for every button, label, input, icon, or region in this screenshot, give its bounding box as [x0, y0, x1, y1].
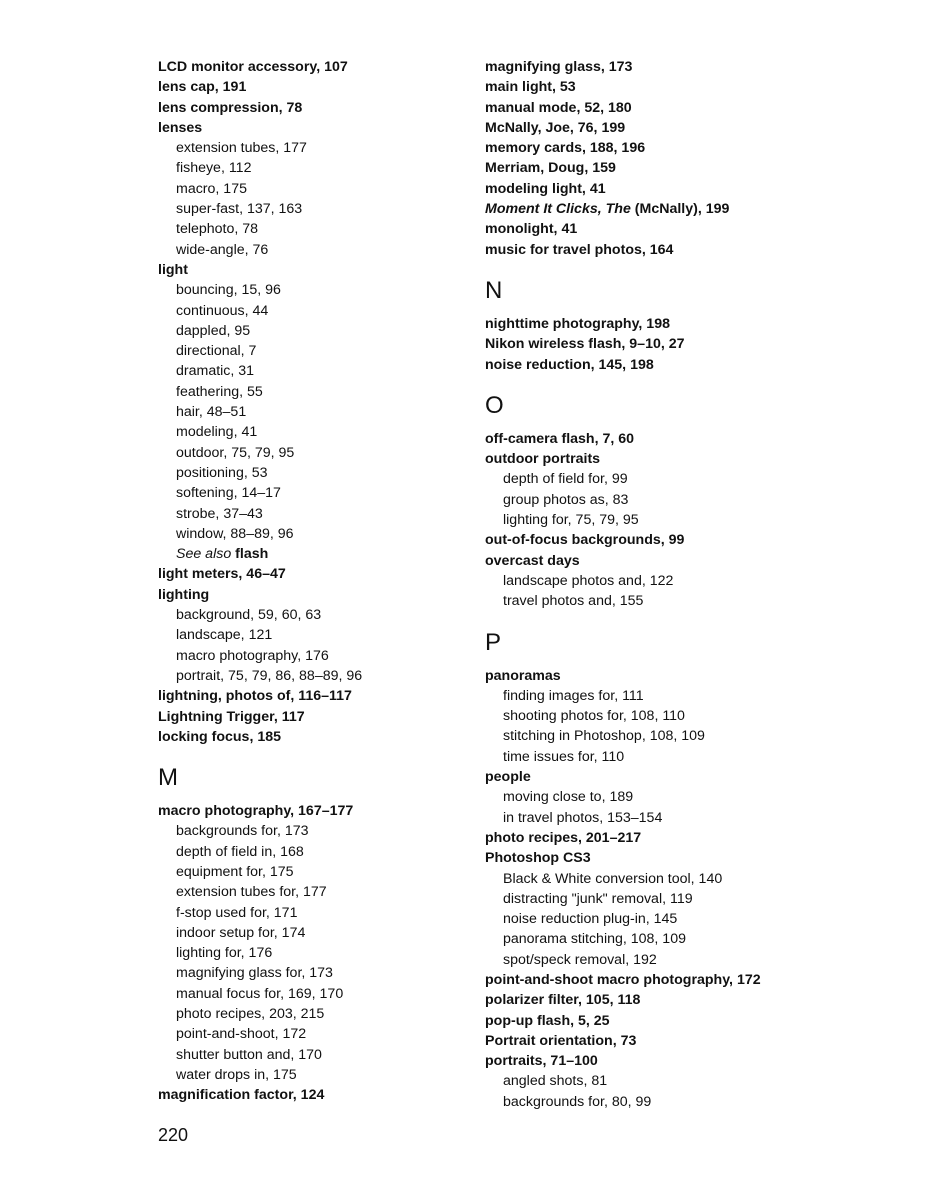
index-subentry: dappled, 95	[176, 322, 251, 339]
index-subentry: extension tubes for, 177	[176, 884, 327, 901]
index-entry: photo recipes, 201–217	[485, 829, 642, 846]
index-entry: overcast days	[485, 552, 580, 569]
index-subentry: photo recipes, 203, 215	[176, 1006, 325, 1023]
index-subentry: feathering, 55	[176, 383, 263, 400]
index-entry-pages: (McNally), 199	[630, 201, 730, 218]
index-entry: lens cap, 191	[158, 79, 247, 96]
index-subentry: panorama stitching, 108, 109	[503, 931, 686, 948]
index-subentry: macro photography, 176	[176, 647, 329, 664]
index-subentry: noise reduction plug-in, 145	[503, 911, 678, 928]
index-entry: Portrait orientation, 73	[485, 1032, 637, 1049]
index-column-left	[158, 57, 458, 1106]
index-subentry: super-fast, 137, 163	[176, 201, 303, 218]
section-letter: O	[485, 391, 504, 419]
index-entry: memory cards, 188, 196	[485, 140, 646, 157]
index-entry: lighting	[158, 586, 210, 603]
index-subentry: magnifying glass for, 173	[176, 965, 333, 982]
see-also-reference	[158, 544, 458, 564]
index-entry: magnification factor, 124	[158, 1087, 325, 1104]
index-entry: Photoshop CS3	[485, 850, 591, 867]
index-subentry: positioning, 53	[176, 464, 268, 481]
index-subentry: modeling, 41	[176, 424, 258, 441]
index-subentry: Black & White conversion tool, 140	[503, 870, 723, 887]
index-entry: nighttime photography, 198	[485, 315, 670, 332]
index-subentry: extension tubes, 177	[176, 140, 307, 157]
index-entry: manual mode, 52, 180	[485, 99, 632, 116]
index-subentry: shutter button and, 170	[176, 1046, 322, 1063]
index-entry: McNally, Joe, 76, 199	[485, 119, 626, 136]
index-subentry: time issues for, 110	[503, 748, 625, 765]
index-subentry: travel photos and, 155	[503, 593, 644, 610]
index-subentry: group photos as, 83	[503, 491, 629, 508]
index-subentry: portrait, 75, 79, 86, 88–89, 96	[176, 667, 363, 684]
index-subentry: background, 59, 60, 63	[176, 607, 322, 624]
index-subentry: macro, 175	[176, 180, 247, 197]
index-entry: light	[158, 261, 188, 278]
index-subentry: landscape, 121	[176, 627, 273, 644]
index-subentry: angled shots, 81	[503, 1073, 608, 1090]
index-entry: monolight, 41	[485, 221, 578, 238]
index-subentry: equipment for, 175	[176, 863, 294, 880]
section-letter: M	[158, 764, 178, 792]
index-subentry: dramatic, 31	[176, 363, 255, 380]
index-subentry: f-stop used for, 171	[176, 904, 298, 921]
index-column-right	[485, 57, 815, 1112]
index-subentry: strobe, 37–43	[176, 505, 263, 522]
index-entry: people	[485, 769, 531, 786]
index-entry: portraits, 71–100	[485, 1053, 598, 1070]
index-entry: pop-up flash, 5, 25	[485, 1012, 610, 1029]
index-subentry: indoor setup for, 174	[176, 924, 306, 941]
index-subentry: wide-angle, 76	[176, 241, 269, 258]
index-entry	[485, 199, 815, 219]
see-also-target: flash	[235, 546, 269, 563]
index-subentry: lighting for, 176	[176, 945, 273, 962]
index-subentry: distracting "junk" removal, 119	[503, 890, 693, 907]
index-entry: locking focus, 185	[158, 728, 281, 745]
index-entry: LCD monitor accessory, 107	[158, 59, 348, 75]
index-entry: lenses	[158, 119, 203, 136]
index-entry: light meters, 46–47	[158, 566, 286, 583]
index-entry: macro photography, 167–177	[158, 803, 354, 820]
index-subentry: fisheye, 112	[176, 160, 252, 177]
index-subentry: lighting for, 75, 79, 95	[503, 512, 639, 529]
index-entry: magnifying glass, 173	[485, 59, 633, 75]
index-entry: lightning, photos of, 116–117	[158, 688, 352, 705]
index-subentry: shooting photos for, 108, 110	[503, 708, 685, 725]
index-entry: polarizer filter, 105, 118	[485, 992, 641, 1009]
index-subentry: backgrounds for, 80, 99	[503, 1093, 652, 1110]
index-entry: off-camera flash, 7, 60	[485, 430, 635, 447]
index-subentry: continuous, 44	[176, 302, 269, 319]
index-entry: main light, 53	[485, 79, 576, 96]
index-entry: music for travel photos, 164	[485, 241, 674, 258]
index-subentry: backgrounds for, 173	[176, 823, 309, 840]
index-entry: Merriam, Doug, 159	[485, 160, 616, 177]
index-subentry: telephoto, 78	[176, 221, 259, 238]
index-entry: modeling light, 41	[485, 180, 606, 197]
see-also-label: See also	[176, 546, 232, 563]
index-subentry: stitching in Photoshop, 108, 109	[503, 728, 705, 745]
index-entry: noise reduction, 145, 198	[485, 356, 654, 373]
index-subentry: landscape photos and, 122	[503, 572, 674, 589]
index-subentry: water drops in, 175	[176, 1066, 297, 1083]
index-entry: outdoor portraits	[485, 451, 601, 468]
index-subentry: directional, 7	[176, 343, 257, 360]
index-subentry: depth of field in, 168	[176, 843, 304, 860]
index-subentry: in travel photos, 153–154	[503, 809, 663, 826]
index-entry: panoramas	[485, 667, 561, 684]
index-entry: out-of-focus backgrounds, 99	[485, 532, 685, 549]
section-letter: P	[485, 628, 502, 656]
section-letter: N	[485, 276, 503, 304]
index-subentry: hair, 48–51	[176, 404, 247, 421]
index-subentry: spot/speck removal, 192	[503, 951, 657, 968]
index-entry: Lightning Trigger, 117	[158, 708, 305, 725]
index-subentry: point-and-shoot, 172	[176, 1026, 307, 1043]
index-subentry: depth of field for, 99	[503, 471, 628, 488]
index-entry: point-and-shoot macro photography, 172	[485, 971, 761, 988]
page-number: 220	[158, 1125, 189, 1145]
index-subentry: softening, 14–17	[176, 485, 281, 502]
index-subentry: moving close to, 189	[503, 789, 634, 806]
index-subentry: manual focus for, 169, 170	[176, 985, 344, 1002]
index-subentry: window, 88–89, 96	[176, 525, 294, 542]
index-subentry: outdoor, 75, 79, 95	[176, 444, 295, 461]
index-entry: Nikon wireless flash, 9–10, 27	[485, 336, 685, 353]
index-entry: lens compression, 78	[158, 99, 303, 116]
book-title: Moment It Clicks, The	[485, 201, 631, 218]
index-subentry: bouncing, 15, 96	[176, 282, 281, 299]
index-subentry: finding images for, 111	[503, 687, 644, 704]
